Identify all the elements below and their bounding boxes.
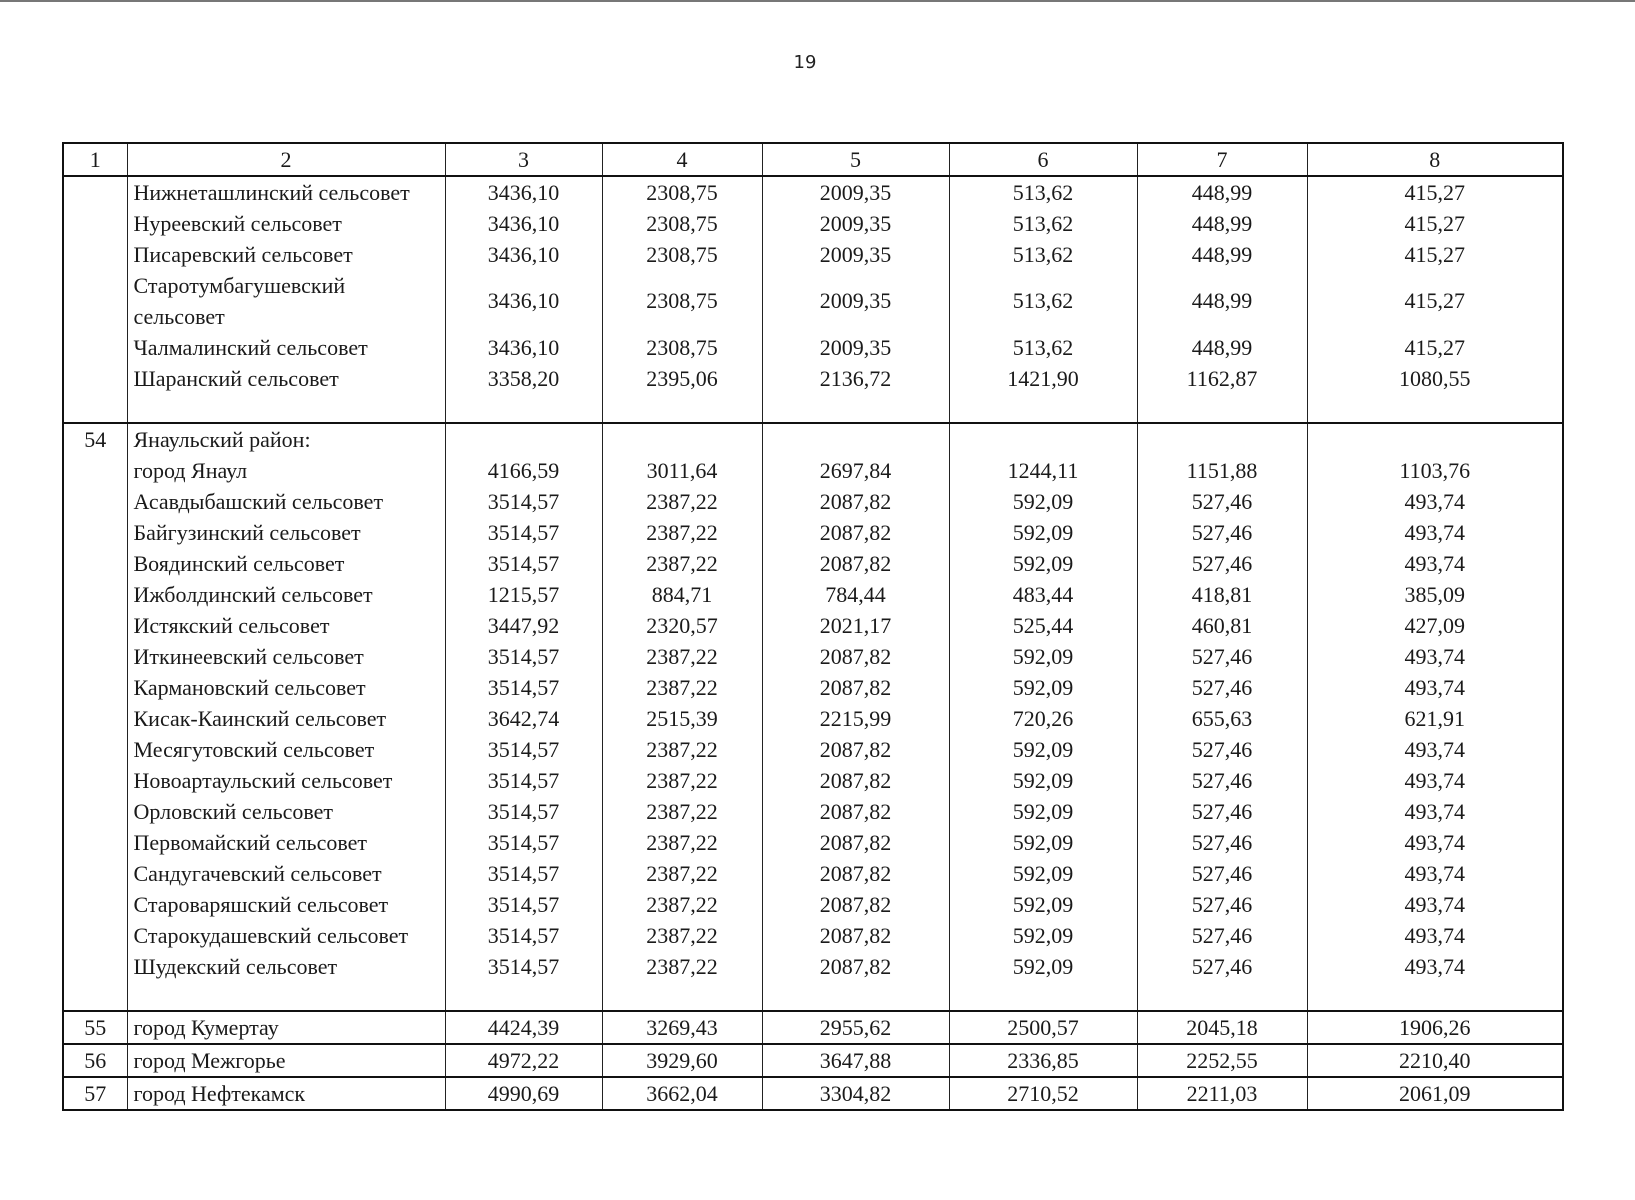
value: 3304,82	[819, 1081, 892, 1106]
column-header: 5	[762, 143, 949, 176]
value: 592,09	[1012, 799, 1074, 824]
value: 3514,57	[487, 954, 560, 979]
settlement-name: город Межгорье	[133, 1048, 286, 1073]
settlement-name: Байгузинский сельсовет	[133, 520, 361, 545]
value: 1103,76	[1399, 458, 1471, 483]
value: 3647,88	[819, 1048, 892, 1073]
value: 493,74	[1404, 892, 1465, 917]
value: 2955,62	[819, 1015, 892, 1040]
value: 2308,75	[646, 335, 718, 360]
value: 2387,22	[646, 644, 718, 669]
row-spacer	[452, 394, 596, 422]
value: 493,74	[1404, 923, 1465, 948]
value-cell	[949, 1011, 1137, 1044]
table-row	[63, 1044, 1563, 1077]
value-cell	[445, 1044, 602, 1077]
table-row-group	[63, 423, 1563, 1011]
value: 2211,03	[1186, 1081, 1258, 1106]
value: 2387,22	[646, 520, 718, 545]
value: 3514,57	[487, 799, 560, 824]
row-spacer	[769, 394, 943, 422]
column-header: 4	[602, 143, 762, 176]
value: 2061,09	[1399, 1081, 1471, 1106]
value: 2308,75	[646, 211, 718, 236]
value: 3514,57	[487, 489, 560, 514]
value: 415,27	[1404, 335, 1465, 360]
value-cell	[602, 1044, 762, 1077]
row-spacer	[1144, 982, 1301, 1010]
value: 527,46	[1191, 861, 1253, 886]
value: 2087,82	[819, 830, 892, 855]
value: 720,26	[1012, 706, 1074, 731]
value: 493,74	[1404, 675, 1465, 700]
value: 884,71	[651, 582, 713, 607]
value-cell	[445, 423, 602, 1011]
value: 3436,10	[487, 180, 560, 205]
name-cell	[127, 1077, 445, 1110]
value: 2320,57	[646, 613, 718, 638]
settlement-name: город Янаул	[133, 458, 248, 483]
blank-line	[769, 424, 943, 455]
value-cell	[1137, 1044, 1307, 1077]
row-spacer	[452, 982, 596, 1010]
settlement-name: Воядинский сельсовет	[133, 551, 345, 576]
settlement-name: Новоартаульский сельсовет	[133, 768, 393, 793]
value: 3436,10	[487, 288, 560, 313]
value: 2336,85	[1007, 1048, 1079, 1073]
settlement-name: Асавдыбашский сельсовет	[133, 489, 384, 514]
value: 3358,20	[487, 366, 560, 391]
value: 4972,22	[487, 1048, 560, 1073]
value: 527,46	[1191, 489, 1253, 514]
name-cell	[127, 1011, 445, 1044]
value: 493,74	[1404, 489, 1465, 514]
page-top-edge-line	[0, 0, 1635, 2]
value: 2308,75	[646, 242, 718, 267]
value: 4424,39	[487, 1015, 560, 1040]
value: 3447,92	[487, 613, 560, 638]
value: 2387,22	[646, 830, 718, 855]
blank-line	[452, 424, 596, 455]
value: 527,46	[1191, 923, 1253, 948]
value: 592,09	[1012, 892, 1074, 917]
value: 385,09	[1404, 582, 1465, 607]
row-number-cell	[63, 1011, 127, 1044]
value: 427,09	[1404, 613, 1465, 638]
settlement-name: Чалмалинский сельсовет	[133, 335, 368, 360]
value: 460,81	[1191, 613, 1253, 638]
value: 2087,82	[819, 644, 892, 669]
value: 513,62	[1012, 288, 1074, 313]
value: 2009,35	[819, 242, 892, 267]
row-spacer	[956, 982, 1131, 1010]
value: 3514,57	[487, 675, 560, 700]
row-spacer	[769, 982, 943, 1010]
value: 2308,75	[646, 288, 718, 313]
value: 2087,82	[819, 799, 892, 824]
value: 2387,22	[646, 892, 718, 917]
value: 2045,18	[1186, 1015, 1258, 1040]
value: 448,99	[1191, 335, 1253, 360]
value: 3514,57	[487, 520, 560, 545]
value: 493,74	[1404, 644, 1465, 669]
value-cell	[602, 1011, 762, 1044]
value: 1906,26	[1399, 1015, 1471, 1040]
value: 3642,74	[487, 706, 560, 731]
value: 592,09	[1012, 489, 1074, 514]
settlement-name: Месягутовский сельсовет	[133, 737, 375, 762]
value: 2087,82	[819, 923, 892, 948]
value: 3514,57	[487, 830, 560, 855]
settlement-name: Иткинеевский сельсовет	[133, 644, 364, 669]
blank-line	[1314, 424, 1557, 455]
settlement-name: Истякский сельсовет	[133, 613, 330, 638]
value: 527,46	[1191, 644, 1253, 669]
value-cell	[1307, 1011, 1563, 1044]
value: 2087,82	[819, 675, 892, 700]
value: 493,74	[1404, 520, 1465, 545]
value: 527,46	[1191, 551, 1253, 576]
value: 3929,60	[646, 1048, 718, 1073]
value: 2210,40	[1399, 1048, 1471, 1073]
value-cell	[1137, 423, 1307, 1011]
row-number-cell	[63, 1077, 127, 1110]
value-cell	[445, 176, 602, 423]
value: 592,09	[1012, 768, 1074, 793]
value: 2087,82	[819, 892, 892, 917]
value: 415,27	[1404, 211, 1465, 236]
value: 3514,57	[487, 892, 560, 917]
value: 2087,82	[819, 489, 892, 514]
value: 527,46	[1191, 768, 1253, 793]
value: 483,44	[1012, 582, 1074, 607]
value: 592,09	[1012, 954, 1074, 979]
row-spacer	[956, 394, 1131, 422]
value-cell	[762, 1044, 949, 1077]
column-header: 6	[949, 143, 1137, 176]
value: 3514,57	[487, 768, 560, 793]
value: 1421,90	[1007, 366, 1079, 391]
value-cell	[949, 1077, 1137, 1110]
value-cell	[1137, 176, 1307, 423]
value: 2387,22	[646, 675, 718, 700]
page-number: 19	[793, 52, 817, 73]
settlement-name: Сандугачевский сельсовет	[133, 861, 382, 886]
value-cell	[1307, 176, 1563, 423]
value: 1244,11	[1007, 458, 1079, 483]
value: 493,74	[1404, 737, 1465, 762]
row-number-cell	[63, 1044, 127, 1077]
value: 2009,35	[819, 211, 892, 236]
name-cell	[127, 423, 445, 1011]
value: 2087,82	[819, 737, 892, 762]
value: 2710,52	[1007, 1081, 1079, 1106]
value: 2387,22	[646, 799, 718, 824]
district-title: Янаульский район:	[133, 427, 311, 452]
value: 513,62	[1012, 180, 1074, 205]
value: 513,62	[1012, 211, 1074, 236]
value-cell	[602, 1077, 762, 1110]
value: 493,74	[1404, 768, 1465, 793]
value: 527,46	[1191, 737, 1253, 762]
table-row	[63, 1077, 1563, 1110]
value-cell	[1137, 1077, 1307, 1110]
value: 2395,06	[646, 366, 718, 391]
value: 527,46	[1191, 892, 1253, 917]
settlement-name: Старотумбагушевский сельсовет	[133, 273, 346, 329]
value: 592,09	[1012, 737, 1074, 762]
column-header: 3	[445, 143, 602, 176]
settlement-name: город Нефтекамск	[133, 1081, 306, 1106]
value: 415,27	[1404, 288, 1465, 313]
value-cell	[445, 1011, 602, 1044]
value: 3269,43	[646, 1015, 718, 1040]
value: 2252,55	[1186, 1048, 1258, 1073]
value: 2087,82	[819, 520, 892, 545]
row-number-cell	[63, 176, 127, 423]
value: 2021,17	[819, 613, 892, 638]
value: 527,46	[1191, 520, 1253, 545]
table-row-group	[63, 176, 1563, 423]
settlement-name: Нижнеташлинский сельсовет	[133, 180, 410, 205]
value: 2087,82	[819, 954, 892, 979]
value: 2308,75	[646, 180, 718, 205]
column-header: 7	[1137, 143, 1307, 176]
name-cell	[127, 1044, 445, 1077]
settlement-name: Писаревский сельсовет	[133, 242, 353, 267]
settlement-name: Нуреевский сельсовет	[133, 211, 342, 236]
settlement-name: Старокудашевский сельсовет	[133, 923, 409, 948]
value: 2087,82	[819, 861, 892, 886]
settlement-name: Ижболдинский сельсовет	[133, 582, 373, 607]
settlement-name: Шудекский сельсовет	[133, 954, 338, 979]
value-cell	[762, 1011, 949, 1044]
value: 493,74	[1404, 551, 1465, 576]
value: 3662,04	[646, 1081, 718, 1106]
value-cell	[1307, 1077, 1563, 1110]
value: 415,27	[1404, 180, 1465, 205]
value: 621,91	[1404, 706, 1465, 731]
value: 3436,10	[487, 211, 560, 236]
blank-line	[609, 424, 756, 455]
row-number: 56	[84, 1048, 107, 1073]
row-spacer	[1314, 982, 1557, 1010]
table-row	[63, 1011, 1563, 1044]
value: 592,09	[1012, 520, 1074, 545]
value-cell	[762, 1077, 949, 1110]
value: 493,74	[1404, 799, 1465, 824]
value: 1080,55	[1399, 366, 1471, 391]
value: 525,44	[1012, 613, 1074, 638]
value: 4990,69	[487, 1081, 560, 1106]
value: 2009,35	[819, 180, 892, 205]
row-spacer	[609, 394, 756, 422]
value: 4166,59	[487, 458, 560, 483]
row-spacer	[1314, 394, 1557, 422]
value: 1151,88	[1186, 458, 1258, 483]
settlement-name: Орловский сельсовет	[133, 799, 334, 824]
settlement-name: Шаранский сельсовет	[133, 366, 339, 391]
value: 2387,22	[646, 551, 718, 576]
row-number-cell	[63, 423, 127, 1011]
value: 2387,22	[646, 861, 718, 886]
value: 2009,35	[819, 288, 892, 313]
value-cell	[445, 1077, 602, 1110]
row-spacer	[609, 982, 756, 1010]
settlement-name: город Кумертау	[133, 1015, 279, 1040]
value: 415,27	[1404, 242, 1465, 267]
value-cell	[949, 423, 1137, 1011]
blank-line	[956, 424, 1131, 455]
value-cell	[602, 423, 762, 1011]
settlement-name: Кисак-Каинский сельсовет	[133, 706, 387, 731]
value: 513,62	[1012, 242, 1074, 267]
value-cell	[949, 1044, 1137, 1077]
value: 493,74	[1404, 830, 1465, 855]
column-header: 2	[127, 143, 445, 176]
value: 592,09	[1012, 644, 1074, 669]
row-spacer	[134, 982, 439, 1010]
value: 3436,10	[487, 242, 560, 267]
value: 2087,82	[819, 551, 892, 576]
settlement-name: Первомайский сельсовет	[133, 830, 367, 855]
row-spacer	[134, 394, 439, 422]
value: 513,62	[1012, 335, 1074, 360]
value: 448,99	[1191, 211, 1253, 236]
value: 2215,99	[819, 706, 892, 731]
row-number: 57	[84, 1081, 107, 1106]
value-cell	[1307, 423, 1563, 1011]
value: 3514,57	[487, 551, 560, 576]
column-header: 8	[1307, 143, 1563, 176]
value-cell	[762, 176, 949, 423]
value-cell	[949, 176, 1137, 423]
value: 2500,57	[1007, 1015, 1079, 1040]
row-spacer	[1144, 394, 1301, 422]
value: 2087,82	[819, 768, 892, 793]
value: 2387,22	[646, 768, 718, 793]
value: 2387,22	[646, 954, 718, 979]
value-cell	[1137, 1011, 1307, 1044]
value-cell	[602, 176, 762, 423]
column-header: 1	[63, 143, 127, 176]
value: 1162,87	[1186, 366, 1258, 391]
value: 448,99	[1191, 288, 1253, 313]
value: 527,46	[1191, 799, 1253, 824]
tariff-table	[62, 142, 1564, 1111]
value-cell	[1307, 1044, 1563, 1077]
value: 493,74	[1404, 861, 1465, 886]
row-number: 55	[84, 1015, 107, 1040]
value-cell	[762, 423, 949, 1011]
value: 3514,57	[487, 923, 560, 948]
row-number: 54	[84, 427, 107, 452]
value: 2697,84	[819, 458, 892, 483]
value: 527,46	[1191, 675, 1253, 700]
value: 1215,57	[487, 582, 560, 607]
value: 2387,22	[646, 923, 718, 948]
value: 2515,39	[646, 706, 718, 731]
name-cell	[127, 176, 445, 423]
value: 3514,57	[487, 644, 560, 669]
value: 592,09	[1012, 861, 1074, 886]
value: 2387,22	[646, 489, 718, 514]
value: 527,46	[1191, 954, 1253, 979]
value: 3514,57	[487, 737, 560, 762]
value: 592,09	[1012, 830, 1074, 855]
column-number-row	[63, 143, 1563, 176]
value: 592,09	[1012, 923, 1074, 948]
value: 3011,64	[646, 458, 718, 483]
value: 2009,35	[819, 335, 892, 360]
value: 448,99	[1191, 180, 1253, 205]
value: 3514,57	[487, 861, 560, 886]
value: 2387,22	[646, 737, 718, 762]
value: 527,46	[1191, 830, 1253, 855]
value: 592,09	[1012, 675, 1074, 700]
settlement-name: Староваряшский сельсовет	[133, 892, 389, 917]
value: 418,81	[1191, 582, 1253, 607]
settlement-name: Кармановский сельсовет	[133, 675, 366, 700]
value: 2136,72	[819, 366, 892, 391]
value: 3436,10	[487, 335, 560, 360]
value: 655,63	[1191, 706, 1253, 731]
value: 448,99	[1191, 242, 1253, 267]
value: 784,44	[825, 582, 886, 607]
blank-line	[1144, 424, 1301, 455]
value: 493,74	[1404, 954, 1465, 979]
value: 592,09	[1012, 551, 1074, 576]
